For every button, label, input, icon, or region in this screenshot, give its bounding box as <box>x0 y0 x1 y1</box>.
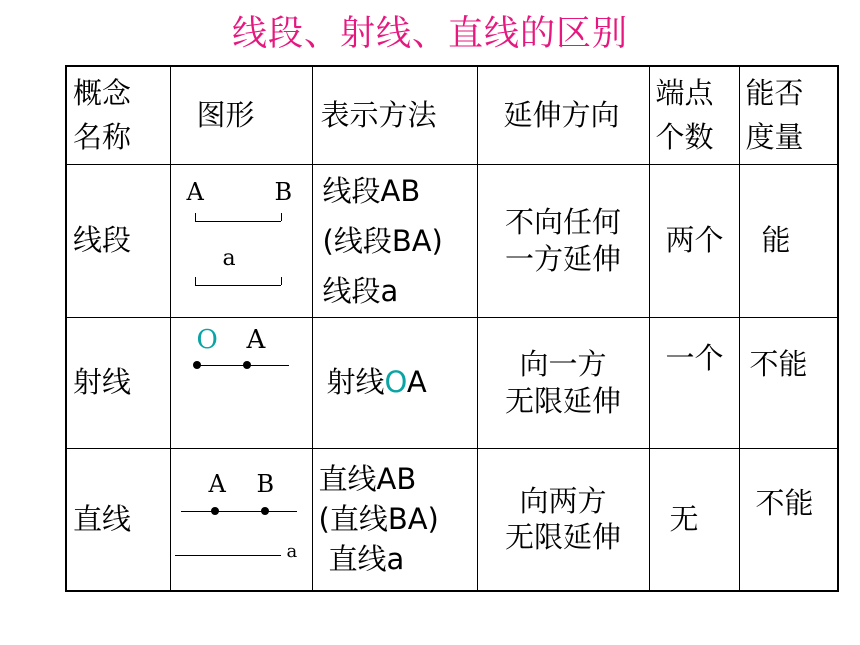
line-figure <box>171 449 312 590</box>
line-point-b <box>261 507 269 515</box>
segment-notation-cell <box>312 164 477 317</box>
header-row <box>66 66 838 164</box>
line-label-b: B <box>256 469 275 498</box>
ray-measurable-cell <box>739 317 838 448</box>
ray-notation-a: A <box>406 365 427 400</box>
header-extension <box>477 66 649 164</box>
segment-measurable-cell <box>739 164 838 317</box>
header-endpoints-line1: 端点 <box>655 76 714 110</box>
header-concept-line2: 名称 <box>73 120 132 155</box>
segment-figure <box>171 165 312 317</box>
segment-endpoints: 两个 <box>665 223 724 258</box>
ray-notation-prefix: 射线 <box>326 365 385 400</box>
header-endpoints <box>649 66 739 164</box>
ray-label-a: A <box>246 324 266 355</box>
segment-label-b: B <box>274 177 293 206</box>
line-name: 直线 <box>73 501 132 536</box>
line-endpoints: 无 <box>669 501 699 536</box>
line-point-a <box>211 507 219 515</box>
segment-label-small-a: a <box>222 245 236 271</box>
line-measurable-cell <box>739 448 838 591</box>
ray-name: 射线 <box>73 365 132 400</box>
header-notation-label: 表示方法 <box>320 98 437 133</box>
ray-label-o: O <box>196 324 218 355</box>
ray-point-o <box>193 361 201 369</box>
segment-extension-2: 一方延伸 <box>504 241 621 276</box>
ray-name-cell <box>66 317 170 448</box>
line-figure-cell <box>170 448 312 591</box>
segment-name-cell <box>66 164 170 317</box>
ray-endpoints-cell <box>649 317 739 448</box>
line-notation-cell <box>312 448 477 591</box>
table-row-segment <box>66 164 838 317</box>
line-ab-line <box>181 511 297 512</box>
segment-notation-1: 线段AB <box>322 173 421 208</box>
ray-extension-cell <box>477 317 649 448</box>
segment-notation-2: (线段BA) <box>322 223 443 258</box>
segment-endpoints-cell <box>649 164 739 317</box>
segment-name: 线段 <box>73 223 132 258</box>
ray-point-a <box>243 361 251 369</box>
ray-measurable: 不能 <box>749 346 808 381</box>
line-measurable: 不能 <box>755 485 814 520</box>
header-concept-line1: 概念 <box>73 76 132 110</box>
header-measurable-line2: 度量 <box>745 120 804 155</box>
header-endpoints-line2: 个数 <box>655 120 714 155</box>
page-title: 线段、射线、直线的区别 <box>231 14 628 54</box>
ray-extension-1: 向一方 <box>519 347 607 382</box>
line-label-small-a: a <box>286 540 298 562</box>
ray-extension-2: 无限延伸 <box>504 383 621 418</box>
segment-left-tick <box>195 213 196 221</box>
segment-right-tick <box>281 213 282 221</box>
header-concept <box>66 66 170 164</box>
header-figure <box>170 66 312 164</box>
ray-notation-cell <box>312 317 477 448</box>
table-row-ray <box>66 317 838 448</box>
segment-label-a: A <box>186 177 204 206</box>
line-notation-3: 直线a <box>328 542 405 576</box>
ray-figure-cell <box>170 317 312 448</box>
segment-a-left-tick <box>195 277 196 285</box>
line-extension-cell <box>477 448 649 591</box>
header-measurable-line1: 能否 <box>745 76 804 110</box>
segment-ab-line <box>195 221 281 222</box>
line-endpoints-cell <box>649 448 739 591</box>
ray-figure <box>171 318 312 448</box>
line-extension-2: 无限延伸 <box>504 520 621 554</box>
segment-figure-cell <box>170 164 312 317</box>
table-row-line <box>66 448 838 591</box>
comparison-table <box>65 65 839 592</box>
line-label-a: A <box>208 469 226 498</box>
ray-notation-o: O <box>384 365 407 400</box>
line-a-line <box>175 555 281 556</box>
segment-a-right-tick <box>281 277 282 285</box>
ray-endpoints: 一个 <box>665 340 724 375</box>
segment-extension-1: 不向任何 <box>504 205 621 240</box>
line-extension-1: 向两方 <box>519 483 607 518</box>
line-notation-1: 直线AB <box>318 462 417 496</box>
segment-extension-cell <box>477 164 649 317</box>
segment-notation-3: 线段a <box>322 273 399 308</box>
header-extension-label: 延伸方向 <box>503 98 620 133</box>
header-figure-label: 图形 <box>196 98 255 133</box>
header-notation <box>312 66 477 164</box>
header-measurable <box>739 66 838 164</box>
segment-measurable: 能 <box>761 223 791 258</box>
line-name-cell <box>66 448 170 591</box>
line-notation-2: (直线BA) <box>318 502 439 536</box>
segment-a-line <box>195 285 281 286</box>
